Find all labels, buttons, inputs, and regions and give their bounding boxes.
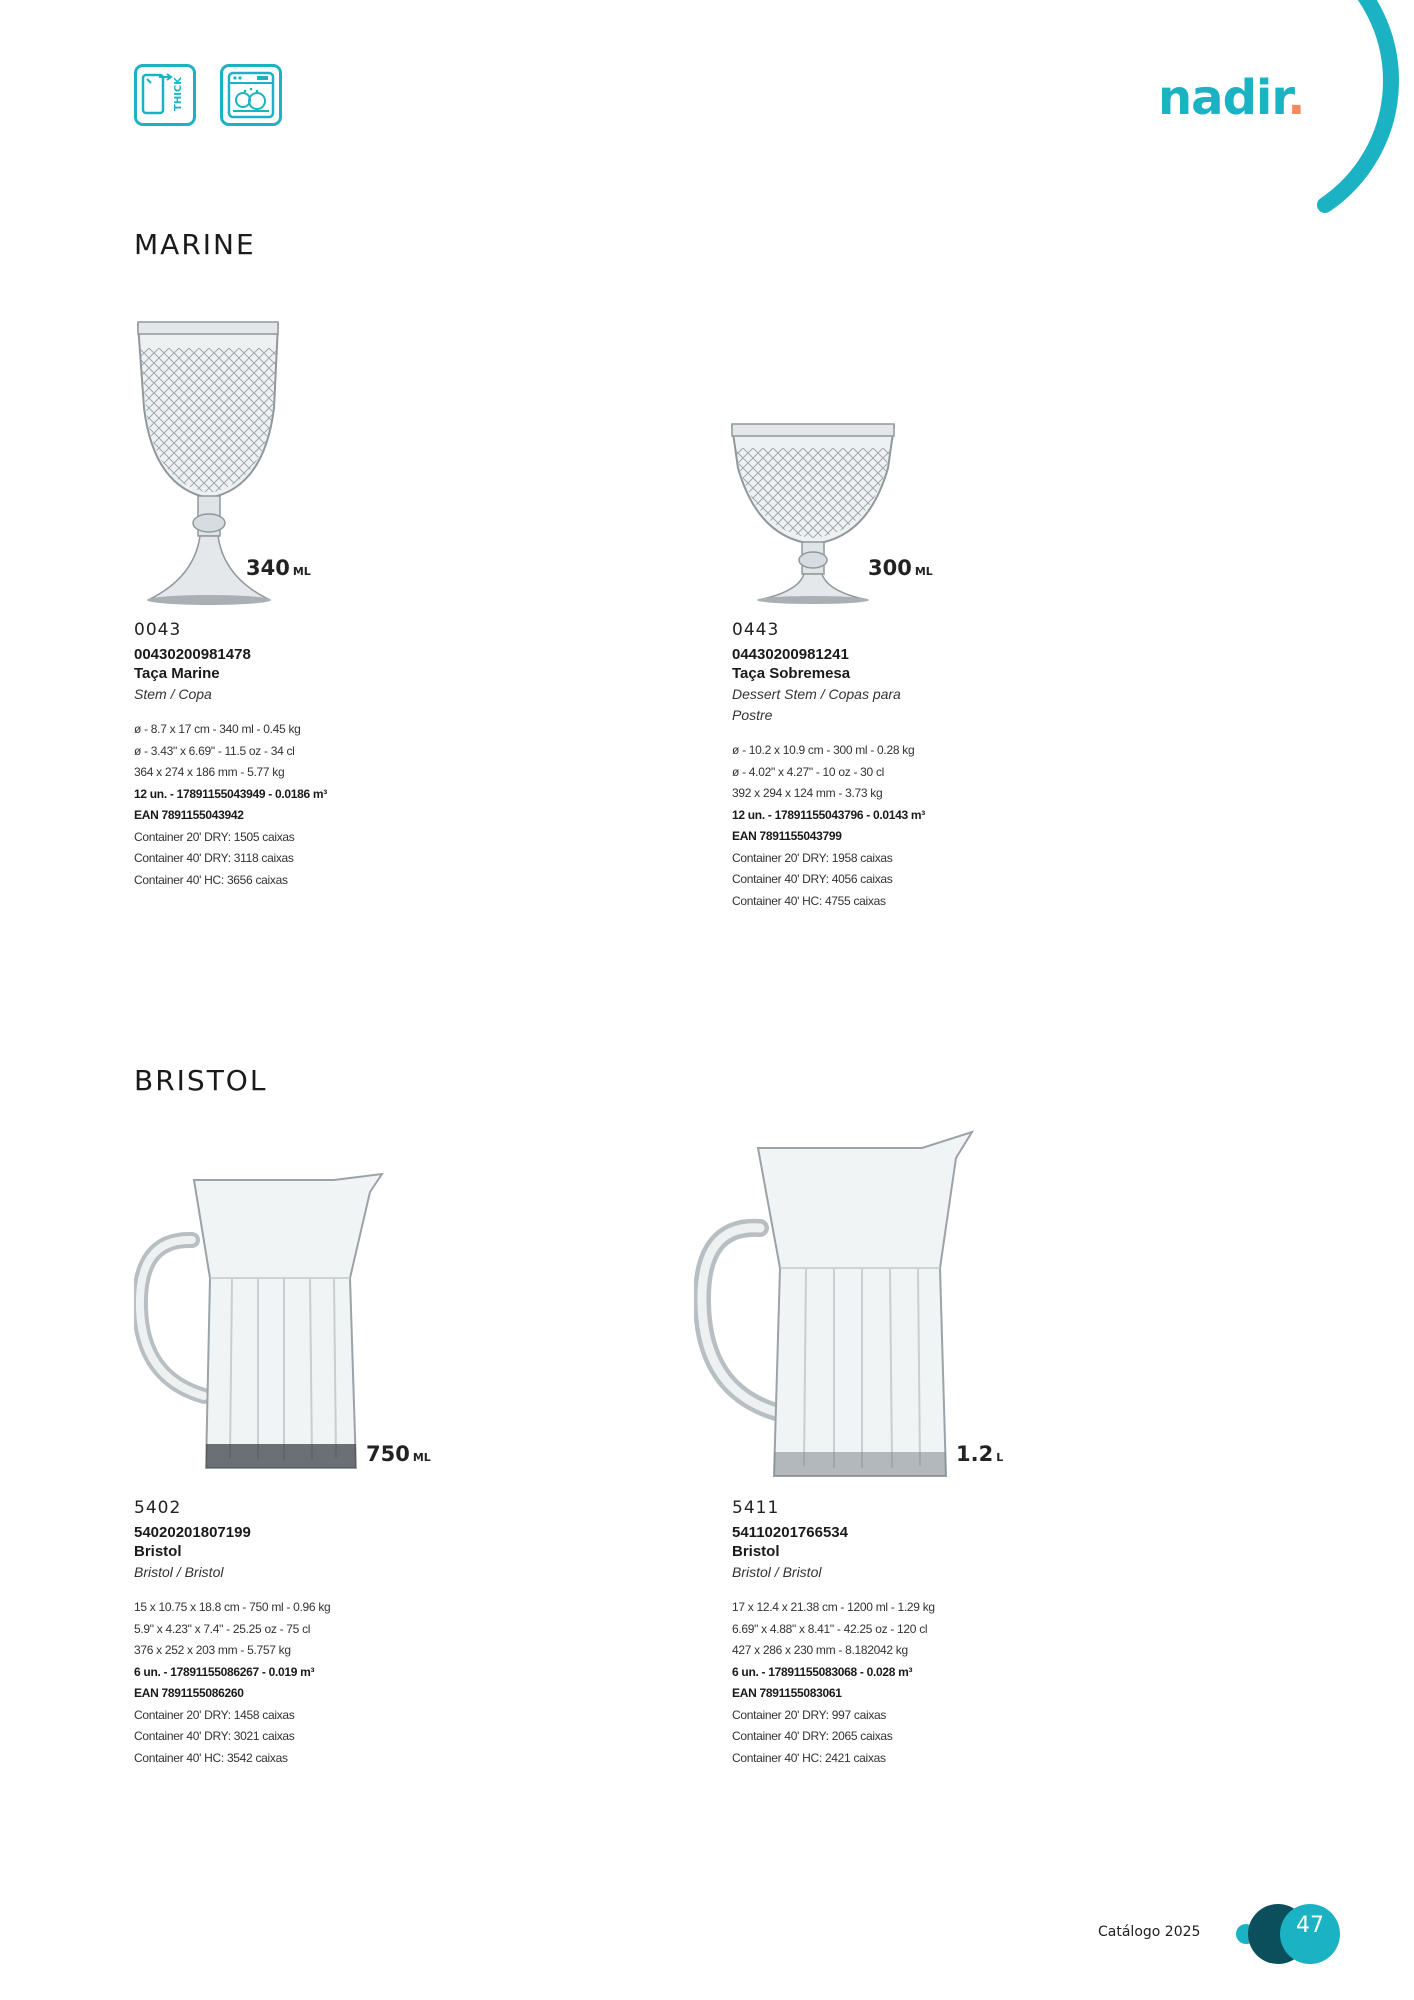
spec-line: Container 40' HC: 3656 caixas — [134, 872, 288, 887]
capacity-label — [868, 556, 933, 580]
spec-line: Container 40' DRY: 2065 caixas — [732, 1729, 893, 1743]
product-card-5411 — [732, 1498, 1252, 1769]
spec-line: Container 40' DRY: 4056 caixas — [732, 872, 893, 886]
page-number: 47 — [1296, 1913, 1324, 1938]
product-barcode: 00430200981478 — [134, 646, 251, 663]
catalog-label: Catálogo 2025 — [1098, 1924, 1201, 1940]
product-specs — [134, 1597, 654, 1769]
product-name: Taça Sobremesa — [732, 665, 851, 682]
spec-line: Container 40' HC: 2421 caixas — [732, 1750, 886, 1765]
product-name: Bristol — [134, 1543, 182, 1560]
capacity-unit: ML — [914, 565, 933, 578]
spec-line: Container 20' DRY: 1458 caixas — [134, 1707, 295, 1722]
spec-line: Container 40' DRY: 3021 caixas — [134, 1729, 295, 1743]
capacity-value: 300 — [868, 556, 912, 580]
capacity-value: 1.2 — [956, 1442, 994, 1466]
product-barcode: 04430200981241 — [732, 646, 849, 663]
product-card-5402 — [134, 1498, 654, 1769]
spec-line: 12 un. - 17891155043949 - 0.0186 m³ — [134, 786, 327, 801]
capacity-unit: L — [996, 1451, 1004, 1464]
dishwasher-safe-icon — [220, 64, 282, 126]
spec-line: EAN 7891155086260 — [134, 1686, 244, 1700]
spec-line: 427 x 286 x 230 mm - 8.182042 kg — [732, 1643, 908, 1657]
spec-line: EAN 7891155043942 — [134, 808, 244, 822]
bristol-750ml-pitcher-image — [134, 1168, 384, 1478]
spec-line: ø - 4.02" x 4.27" - 10 oz - 30 cl — [732, 764, 885, 779]
thick-label: THICK — [173, 77, 184, 111]
product-description: Bristol / Bristol — [732, 1564, 822, 1580]
product-card-0443 — [732, 620, 1252, 912]
product-barcode: 54020201807199 — [134, 1524, 251, 1541]
product-specs — [732, 740, 1252, 912]
spec-line: 6 un. - 17891155083068 - 0.028 m³ — [732, 1664, 913, 1679]
spec-line: ø - 10.2 x 10.9 cm - 300 ml - 0.28 kg — [732, 743, 915, 757]
product-description: Stem / Copa — [134, 686, 212, 702]
capacity-value: 750 — [366, 1442, 410, 1466]
product-name: Bristol — [732, 1543, 780, 1560]
spec-line: EAN 7891155043799 — [732, 829, 842, 843]
spec-line: Container 20' DRY: 1505 caixas — [134, 829, 295, 844]
product-card-0043 — [134, 620, 654, 891]
capacity-label — [366, 1442, 431, 1466]
spec-line: 5.9" x 4.23" x 7.4" - 25.25 oz - 75 cl — [134, 1621, 311, 1636]
spec-line: EAN 7891155083061 — [732, 1686, 842, 1700]
product-description: Dessert Stem / Copas para Postre — [732, 686, 901, 723]
capacity-label — [246, 556, 311, 580]
logo-text: nadir — [1158, 70, 1288, 126]
spec-line: 12 un. - 17891155043796 - 0.0143 m³ — [732, 807, 925, 822]
spec-line: ø - 3.43" x 6.69" - 11.5 oz - 34 cl — [134, 743, 295, 758]
spec-line: Container 40' HC: 3542 caixas — [134, 1750, 288, 1765]
product-specs — [732, 1597, 1252, 1769]
spec-line: ø - 8.7 x 17 cm - 340 ml - 0.45 kg — [134, 722, 301, 736]
product-code: 0443 — [732, 620, 780, 640]
product-code: 5411 — [732, 1498, 780, 1518]
section-title-bristol: BRISTOL — [134, 1064, 268, 1097]
bristol-1.2l-pitcher-image — [694, 1128, 984, 1484]
spec-line: Container 20' DRY: 1958 caixas — [732, 850, 893, 865]
product-code: 0043 — [134, 620, 182, 640]
spec-line: 6 un. - 17891155086267 - 0.019 m³ — [134, 1664, 315, 1679]
product-description: Bristol / Bristol — [134, 1564, 224, 1580]
spec-line: 376 x 252 x 203 mm - 5.757 kg — [134, 1643, 291, 1657]
nadir-logo — [1158, 70, 1304, 126]
capacity-label — [956, 1442, 1003, 1466]
spec-line: 364 x 274 x 186 mm - 5.77 kg — [134, 765, 285, 779]
capacity-value: 340 — [246, 556, 290, 580]
spec-line: Container 40' DRY: 3118 caixas — [134, 851, 294, 865]
spec-line: Container 40' HC: 4755 caixas — [732, 893, 886, 908]
capacity-unit: ML — [412, 1451, 431, 1464]
product-specs — [134, 719, 654, 891]
logo-dot: . — [1287, 70, 1305, 126]
spec-line: 392 x 294 x 124 mm - 3.73 kg — [732, 786, 883, 800]
section-title-marine: MARINE — [134, 228, 256, 261]
spec-line: 6.69" x 4.88" x 8.41" - 42.25 oz - 120 cl — [732, 1621, 928, 1636]
product-barcode: 54110201766534 — [732, 1524, 848, 1541]
spec-line: 17 x 12.4 x 21.38 cm - 1200 ml - 1.29 kg — [732, 1600, 935, 1614]
product-code: 5402 — [134, 1498, 182, 1518]
thick-glass-icon — [134, 64, 196, 126]
capacity-unit: ML — [292, 565, 311, 578]
spec-line: Container 20' DRY: 997 caixas — [732, 1707, 887, 1722]
spec-line: 15 x 10.75 x 18.8 cm - 750 ml - 0.96 kg — [134, 1600, 331, 1614]
product-name: Taça Marine — [134, 665, 220, 682]
